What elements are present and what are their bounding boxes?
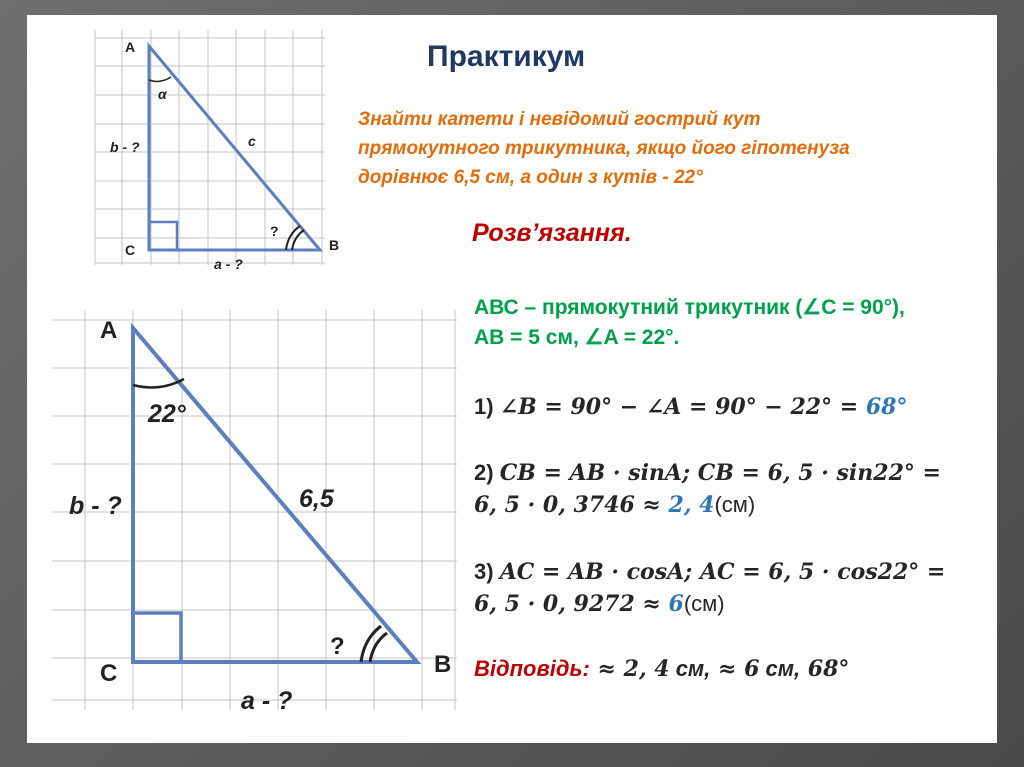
small-triangle	[149, 46, 320, 250]
big-triangle-figure	[47, 300, 467, 720]
given-text	[474, 293, 905, 353]
step-1-result: 68°	[865, 394, 908, 420]
big-label-question: ?	[330, 633, 345, 660]
slide-title: Практикум	[427, 40, 586, 73]
task-line-2: прямокутного трикутника, якщо його гіпотенуза	[358, 138, 850, 159]
big-label-a: A	[100, 317, 118, 344]
small-label-a: A	[125, 39, 136, 55]
small-alpha-arc	[149, 77, 171, 81]
answer-unit-1: см,	[669, 656, 711, 681]
step-3-unit: (см)	[683, 591, 725, 616]
step-1-prefix: 1)	[474, 394, 500, 419]
given-line-2: АВ = 5 см, ∠A = 22°.	[474, 326, 680, 349]
big-label-leg-b: b - ?	[69, 492, 122, 520]
small-label-hyp: c	[248, 133, 256, 149]
answer-value-2: 6	[744, 656, 760, 682]
small-label-b: B	[329, 237, 340, 253]
step-2-prefix: 2)	[474, 460, 500, 485]
step-2-line-1: CB = AB · sinA; CB = 6, 5 · sin22° =	[499, 460, 941, 486]
answer-value-1: 2, 4	[623, 656, 670, 682]
big-label-angle: 22°	[148, 400, 186, 428]
small-label-leg-a: a - ?	[214, 256, 243, 272]
step-3-prefix: 3)	[474, 559, 500, 584]
step-3-result: 6	[668, 591, 684, 617]
answer-value-3: 68°	[800, 656, 850, 682]
given-line-1: АВС – прямокутний трикутник (∠C = 90°),	[474, 296, 905, 319]
small-label-leg-b: b - ?	[110, 139, 140, 155]
step-1	[474, 391, 907, 423]
big-label-leg-a: a - ?	[241, 687, 293, 715]
answer-unit-2: см,	[759, 656, 801, 681]
answer-approx-1: ≈	[589, 656, 624, 682]
answer-label: Відповідь:	[474, 656, 590, 681]
step-3	[474, 556, 945, 620]
small-label-c: C	[125, 242, 136, 258]
step-3-line-2: 6, 5 · 0, 9272 ≈	[474, 591, 669, 617]
answer	[474, 653, 849, 685]
big-right-angle-mark	[133, 613, 181, 662]
step-2-result: 2, 4	[668, 492, 715, 518]
step-3-line-1: AC = AB · cosA; AC = 6, 5 · cos22° =	[499, 559, 946, 585]
solution-heading: Розв’язання.	[472, 219, 632, 247]
big-label-b: B	[434, 651, 452, 678]
step-2-line-2: 6, 5 · 0, 3746 ≈	[474, 492, 669, 518]
small-label-alpha: α	[158, 86, 167, 102]
small-label-question: ?	[270, 223, 279, 239]
task-line-3: дорівнює 6,5 см, а один з кутів - 22°	[358, 167, 703, 188]
big-label-hyp: 6,5	[299, 485, 334, 513]
step-2-unit: (см)	[714, 492, 756, 517]
small-right-angle-mark	[149, 222, 177, 250]
slide	[27, 15, 997, 743]
task-line-1: Знайти катети і невідомий гострий кут	[358, 109, 761, 130]
small-triangle-figure	[67, 25, 340, 275]
answer-approx-2: ≈	[710, 656, 745, 682]
step-1-expression: ∠B = 90° − ∠A = 90° − 22° =	[499, 394, 866, 420]
step-2	[474, 457, 941, 521]
task-text	[358, 105, 958, 192]
big-label-c: C	[100, 660, 118, 687]
